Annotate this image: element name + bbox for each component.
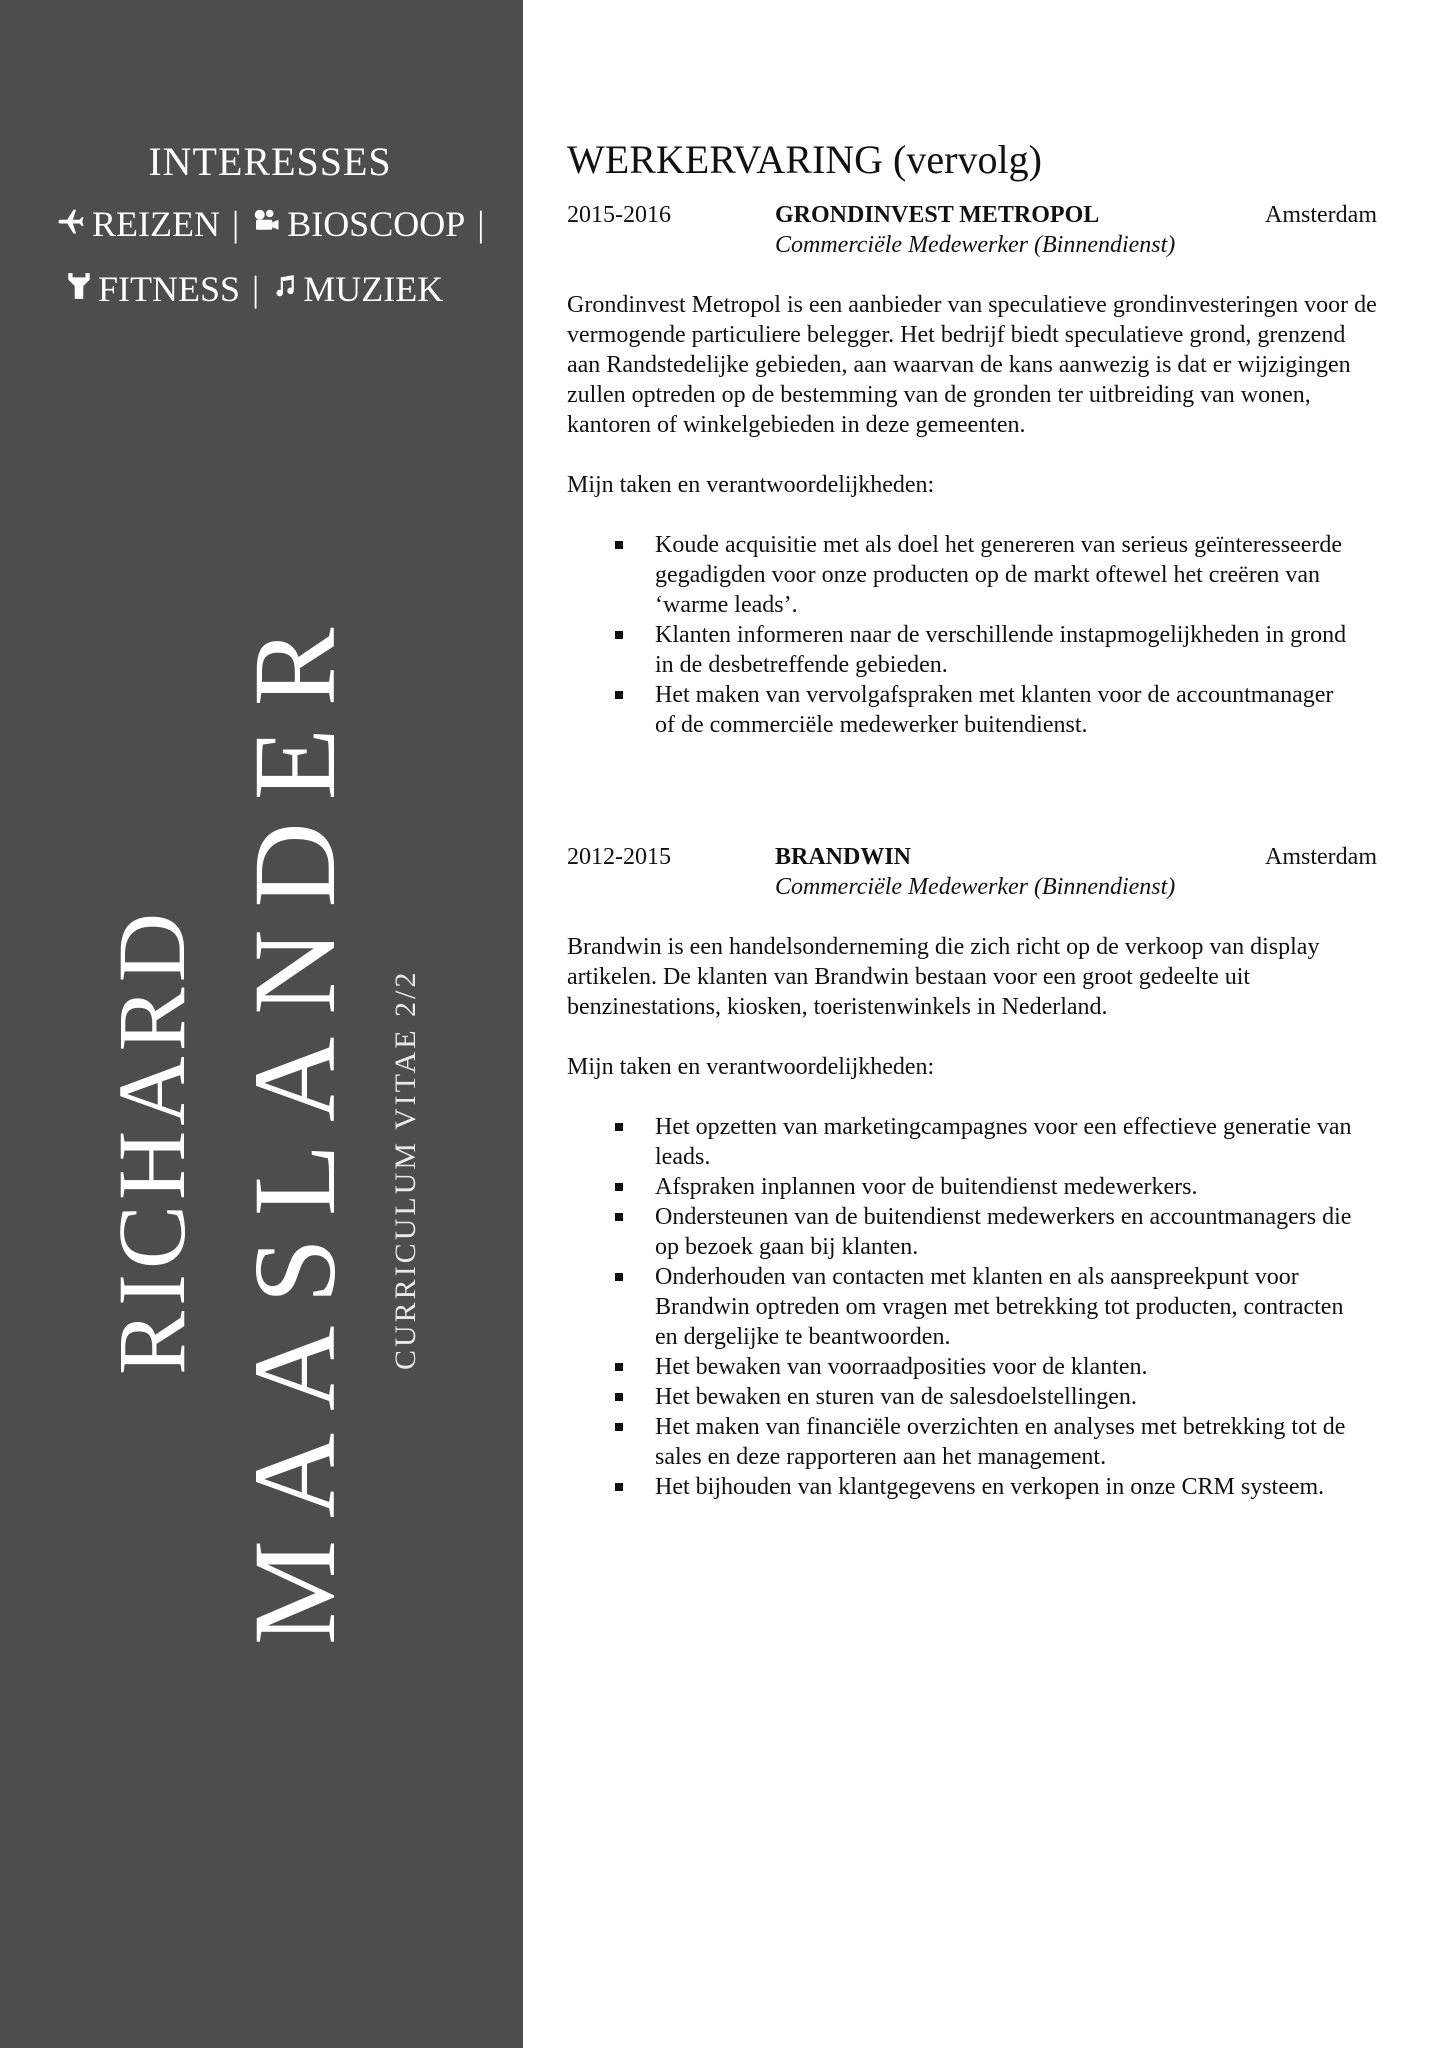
interest-separator: | xyxy=(231,204,240,244)
job-description: Brandwin is een handelsonderneming die zich richt op de verkoop van display artikelen. De klanten van Brandwin bestaan voor een groot gedeelte uit benzinestations, kiosken, toeristenwinkels in Nederland. xyxy=(567,934,1320,1020)
film-camera-icon xyxy=(251,206,281,242)
bullet-icon xyxy=(615,1423,623,1431)
interest-label: REIZEN xyxy=(92,204,220,244)
job-years: 2015-2016 xyxy=(567,202,671,228)
task-text: Het bewaken en sturen van de salesdoelstellingen. xyxy=(655,1384,1137,1410)
interest-label: FITNESS xyxy=(98,269,241,309)
first-name xyxy=(98,907,205,1375)
bullet-icon xyxy=(615,1213,623,1221)
job-entry-grondinvest xyxy=(567,200,1377,740)
dumbbell-icon xyxy=(66,271,92,307)
task-item xyxy=(567,1382,1355,1412)
interest-label: BIOSCOOP xyxy=(287,204,466,244)
section-title: WERKERVARING (vervolg) xyxy=(567,137,1042,182)
bullet-icon xyxy=(615,631,623,639)
task-text: Ondersteunen van de buitendienst medewerkers en accountmanagers die op bezoek gaan bij klanten. xyxy=(655,1204,1352,1260)
bullet-icon xyxy=(615,1483,623,1491)
job-company: GRONDINVEST METROPOL xyxy=(775,202,1100,228)
bullet-icon xyxy=(615,1183,623,1191)
job-company: BRANDWIN xyxy=(775,844,912,870)
task-item xyxy=(567,1412,1355,1472)
task-item xyxy=(567,1112,1355,1172)
job-city: Amsterdam xyxy=(1265,844,1377,870)
bullet-icon xyxy=(615,1123,623,1131)
interests-row-2 xyxy=(66,265,443,313)
task-text: Het opzetten van marketingcampagnes voor een effectieve generatie van leads. xyxy=(655,1114,1352,1170)
interest-label: MUZIEK xyxy=(303,269,444,309)
bullet-icon xyxy=(615,541,623,549)
task-text: Koude acquisitie met als doel het genereren van serieus geïnteresseerde gegadigden voor onze producten op de markt oftewel het creëren van ‘warme leads’. xyxy=(655,532,1343,618)
last-name xyxy=(229,605,360,1645)
task-item xyxy=(567,530,1355,620)
job-description: Grondinvest Metropol is een aanbieder van speculatieve grondinvesteringen voor de vermogende particuliere belegger. Het bedrijf biedt speculatieve grond, grenzend aan Randstedelijke gebieden, aan waarvan de kans aanwezig is dat er wijzigingen zullen optreden op de bestemming van de gronden ter uitbreiding van wonen, kantoren of winkelgebieden in deze gemeenten. xyxy=(567,292,1377,438)
task-text: Onderhouden van contacten met klanten en als aanspreekpunt voor Brandwin optreden om vragen met betrekking tot producten, contracten en dergelijke te beantwoorden. xyxy=(655,1264,1344,1350)
interest-muziek xyxy=(271,268,443,310)
interest-separator: | xyxy=(252,269,260,309)
job-role: Commerciële Medewerker (Binnendienst) xyxy=(775,874,1176,900)
interest-bioscoop xyxy=(251,203,465,245)
task-list xyxy=(567,1112,1377,1502)
job-tasks-label: Mijn taken en verantwoordelijkheden: xyxy=(567,1054,935,1080)
task-item xyxy=(567,1202,1355,1262)
interest-reizen xyxy=(56,203,220,245)
cv-subtitle xyxy=(388,960,428,1370)
task-text: Het bijhouden van klantgegevens en verkopen in onze CRM systeem. xyxy=(655,1474,1325,1500)
job-header xyxy=(567,842,1377,902)
task-text: Het maken van vervolgafspraken met klanten voor de accountmanager of de commerciële medewerker buitendienst. xyxy=(655,682,1334,738)
interests-title: INTERESSES xyxy=(148,139,392,184)
main-content xyxy=(567,0,1377,2048)
task-item xyxy=(567,620,1355,680)
bullet-icon xyxy=(615,1363,623,1371)
task-item xyxy=(567,680,1355,740)
task-list xyxy=(567,530,1377,740)
job-entry-brandwin xyxy=(567,842,1377,1502)
job-role: Commerciële Medewerker (Binnendienst) xyxy=(775,232,1176,258)
task-text: Het bewaken van voorraadposities voor de klanten. xyxy=(655,1354,1148,1380)
plane-icon xyxy=(56,206,86,242)
music-note-icon xyxy=(271,271,297,307)
task-item xyxy=(567,1172,1355,1202)
cv-subtitle-text: CURRICULUM VITAE 2/2 xyxy=(389,969,422,1370)
interest-fitness xyxy=(66,268,240,310)
interest-separator: | xyxy=(477,204,485,244)
bullet-icon xyxy=(615,1273,623,1281)
job-years: 2012-2015 xyxy=(567,844,671,870)
job-city: Amsterdam xyxy=(1265,202,1377,228)
bullet-icon xyxy=(615,1393,623,1401)
first-name-text: RICHARD xyxy=(98,907,205,1375)
interests-row-1 xyxy=(56,200,496,248)
task-item xyxy=(567,1262,1355,1352)
task-text: Het maken van financiële overzichten en analyses met betrekking tot de sales en deze rapporteren aan het management. xyxy=(655,1414,1346,1470)
sidebar xyxy=(0,0,523,2048)
task-text: Klanten informeren naar de verschillende instapmogelijkheden in grond in de desbetreffende gebieden. xyxy=(655,622,1347,678)
task-text: Afspraken inplannen voor de buitendienst medewerkers. xyxy=(655,1174,1198,1200)
task-item xyxy=(567,1352,1355,1382)
task-item xyxy=(567,1472,1355,1502)
job-tasks-label: Mijn taken en verantwoordelijkheden: xyxy=(567,472,935,498)
last-name-text: MAASLANDER xyxy=(229,605,360,1645)
bullet-icon xyxy=(615,691,623,699)
job-header xyxy=(567,200,1377,260)
